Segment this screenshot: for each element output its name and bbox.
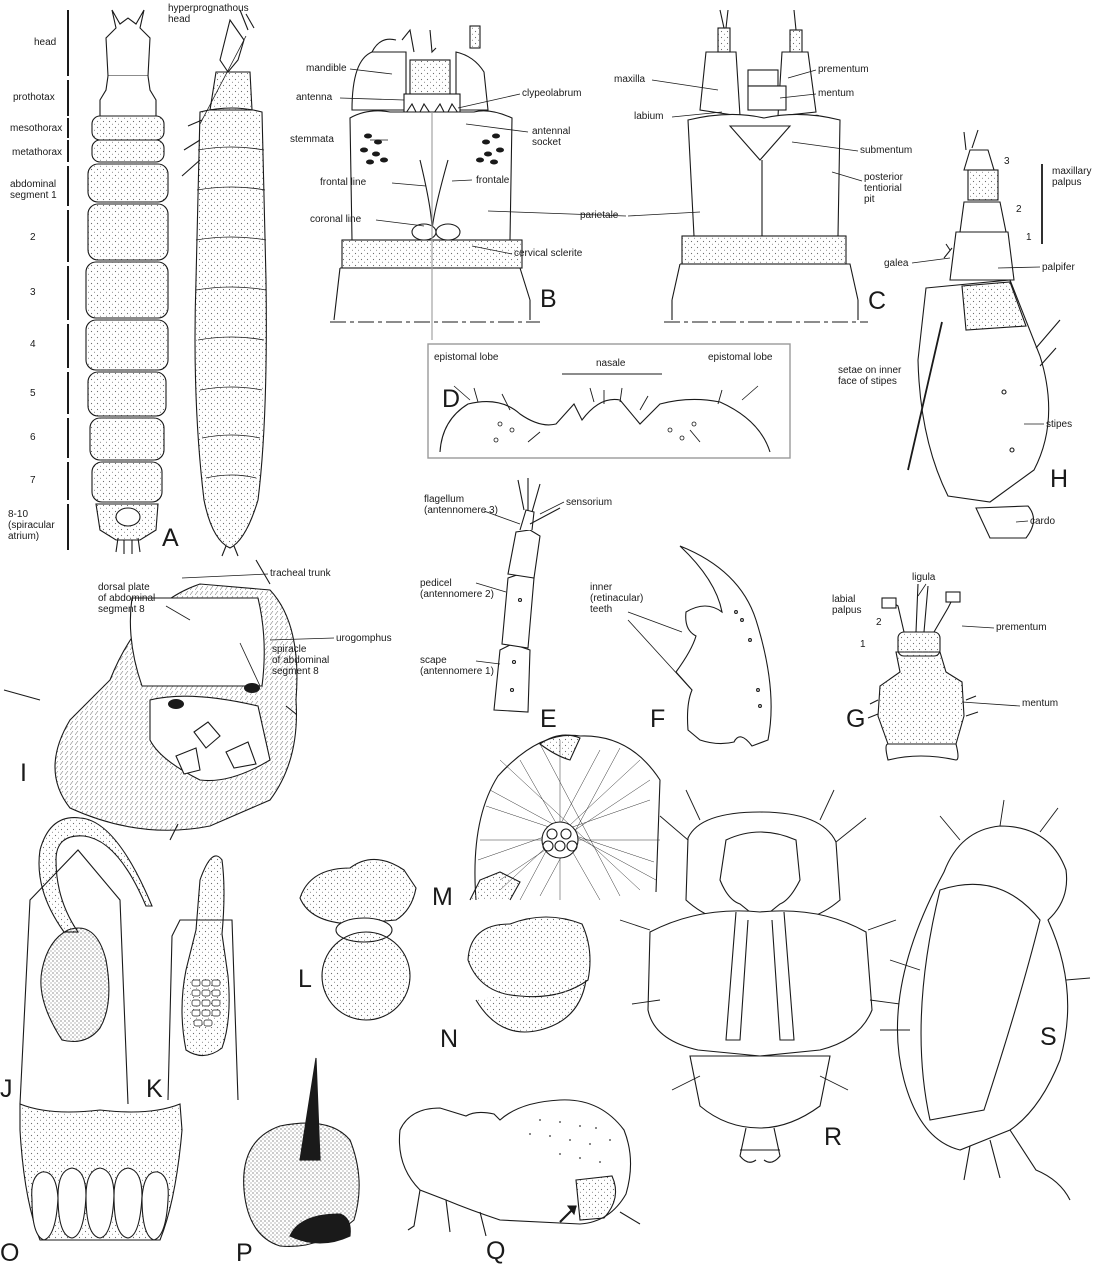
panel-letter-j: J [0,1075,13,1103]
h-label-palpifer: palpifer [1042,262,1075,273]
h-label-galea: galea [884,258,909,269]
a-label-seg-3: 3 [30,287,36,298]
a-label-metathorax: metathorax [12,147,63,158]
d-label-epistomal-lobe-right: epistomal lobe [708,352,773,363]
panel-letter-h: H [1050,465,1069,493]
b-label-antennal-socket: antennal socket [532,126,571,148]
h-segment-2: 2 [1016,204,1022,215]
e-label-scape: scape (antennomere 1) [420,655,494,677]
panel-r-drawing [620,790,900,1162]
h-label-cardo: cardo [1030,516,1056,527]
panel-letter-m: M [432,883,453,911]
panel-e-drawing [494,478,560,712]
h-label-setae: setae on inner face of stipes [838,365,902,387]
panel-c-drawing [664,10,868,322]
panel-jk-drawing [20,818,238,1104]
panel-letter-p: P [236,1239,253,1267]
h-label-maxillary-palpus: maxillary palpus [1052,166,1092,188]
panel-letter-i: I [20,759,27,787]
h-segment-3: 3 [1004,156,1010,167]
a-label-seg-4: 4 [30,339,36,350]
a-label-seg-5: 5 [30,388,36,399]
panel-o-drawing [20,1104,182,1240]
panel-letter-e: E [540,705,557,733]
panel-p-drawing [244,1058,360,1246]
i-label-spiracle: spiracle of abdominal segment 8 [272,644,330,677]
g-label-labial-palpus: labial palpus [832,594,862,616]
c-label-labium: labium [634,111,664,122]
g-segment-2: 2 [876,617,882,628]
b-label-coronal-line: coronal line [310,214,362,225]
panel-letter-k: K [146,1075,163,1103]
e-label-sensorium: sensorium [566,497,613,508]
b-label-mandible: mandible [306,63,347,74]
panel-g-drawing [868,584,978,760]
h-segment-1: 1 [1026,232,1032,243]
c-label-submentum: submentum [860,145,913,156]
panel-a-drawing [68,10,266,556]
a-label-seg-2: 2 [30,232,36,243]
panel-letter-b: B [540,285,557,313]
panel-letter-a: A [162,524,179,552]
c-label-maxilla: maxilla [614,74,646,85]
f-label-inner-teeth: inner (retinacular) teeth [590,582,644,615]
a-label-seg-7: 7 [30,475,36,486]
g-label-mentum: mentum [1022,698,1059,709]
i-label-dorsal-plate: dorsal plate of abdominal segment 8 [98,582,156,615]
a-label-abdominal-1: abdominal segment 1 [10,179,57,201]
g-label-prementum: prementum [996,622,1047,633]
panel-q-drawing [399,1100,640,1236]
panel-h-drawing [908,130,1060,538]
i-label-tracheal-trunk: tracheal trunk [270,568,331,579]
a-label-seg-8-10: 8-10 (spiracular atrium) [8,509,55,542]
a-label-hyperprognathous-head: hyperprognathous head [168,3,249,25]
panel-letter-f: F [650,705,666,733]
g-segment-1: 1 [860,639,866,650]
d-label-epistomal-lobe-left: epistomal lobe [434,352,499,363]
e-label-flagellum: flagellum (antennomere 3) [424,494,498,516]
h-label-stipes: stipes [1046,419,1073,430]
i-label-urogomphus: urogomphus [336,633,392,644]
b-label-stemmata: stemmata [290,134,334,145]
a-label-head: head [34,37,57,48]
c-label-prementum: prementum [818,64,869,75]
panel-letter-r: R [824,1123,843,1151]
a-label-prothorax: prothotax [13,92,55,103]
panel-letter-n: N [440,1025,459,1053]
b-label-frontale: frontale [476,175,510,186]
panel-s-drawing [880,800,1090,1200]
panel-letter-g: G [846,705,866,733]
b-label-clypeolabrum: clypeolabrum [522,88,582,99]
c-label-mentum: mentum [818,88,855,99]
panel-f-drawing [676,546,771,746]
panel-letter-d: D [442,385,461,413]
a-label-mesothorax: mesothorax [10,123,63,134]
e-label-pedicel: pedicel (antennomere 2) [420,578,494,600]
b-label-frontal-line: frontal line [320,177,367,188]
panel-letter-s: S [1040,1023,1057,1051]
c-label-posterior-tentorial-pit: posterior tentiorial pit [864,172,903,205]
g-label-ligula: ligula [912,572,936,583]
d-label-nasale: nasale [596,358,626,369]
panel-m-drawing [470,735,660,900]
panel-letter-q: Q [486,1237,506,1265]
panel-letter-l: L [298,965,312,993]
a-label-seg-6: 6 [30,432,36,443]
b-label-parietale: parietale [580,210,619,221]
b-label-cervical-sclerite: cervical sclerite [514,248,583,259]
panel-letter-c: C [868,287,887,315]
b-label-antenna: antenna [296,92,333,103]
panel-letter-o: O [0,1239,20,1267]
